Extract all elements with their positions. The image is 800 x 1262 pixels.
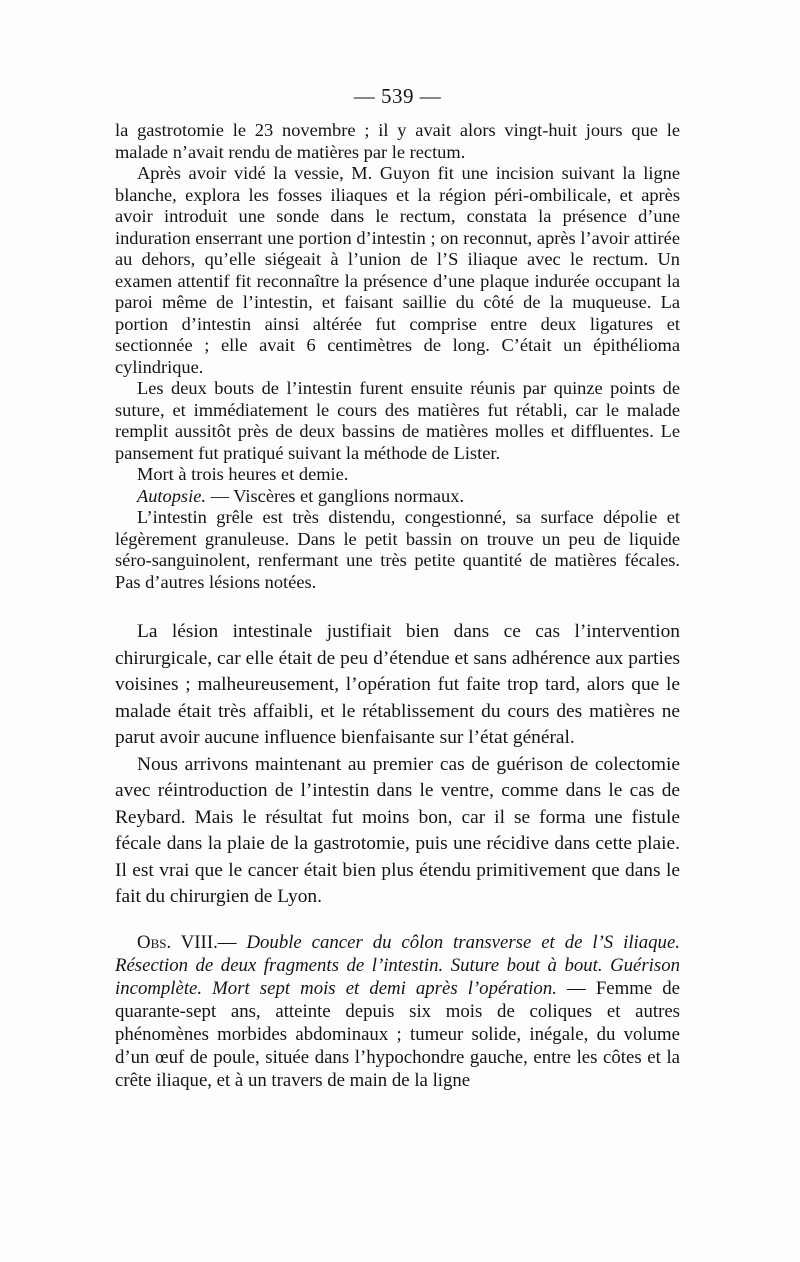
paragraph-suture: Les deux bouts de l’intestin furent ensuite réunis par quinze points de suture, et immédiatement le cours des matières fut rétabli, car le malade remplit aussitôt près de deux bassins de matières molles et diffluentes. Le pansement fut pratiqué suivant la méthode de Lister. [115, 378, 680, 463]
observation-viii [115, 931, 680, 1092]
page-number: — 539 — [353, 84, 442, 108]
paragraph-observation [115, 931, 680, 1092]
paragraph-autopsy [115, 486, 680, 508]
autopsy-text: — Viscères et ganglions normaux. [205, 485, 464, 506]
section-gap [115, 593, 680, 619]
commentary [115, 619, 680, 911]
paragraph-death: Mort à trois heures et demie. [137, 464, 349, 484]
paragraph-operation: Après avoir vidé la vessie, M. Guyon fit une incision suivant la ligne blanche, explora les fosses iliaques et la région péri-ombilicale, et après avoir introduit une sonde dans le rectum, constata la présence d’une induration enserrant une portion d’intestin ; on reconnut, après l’avoir attirée au dehors, qu’elle siégeait à l’union de l’S iliaque avec le rectum. Un examen attentif fit reconnaître la présence d’une plaque indurée occupant la paroi même de l’intestin, et faisant saillie du côté de la muqueuse. La portion d’intestin ainsi altérée fut comprise entre deux ligatures et sectionnée ; elle avait 6 centimètres de long. C’était un épithélioma cylindrique. [115, 163, 680, 377]
observation-dash: — [217, 931, 247, 953]
page-content [115, 84, 680, 1092]
section-gap [115, 911, 680, 931]
observation-heading: Obs. VIII. [137, 931, 218, 953]
autopsy-label: Autopsie. [137, 485, 206, 506]
observation-text: — Femme de quarante-sept ans, atteinte depuis six mois de coliques et autres phénomènes morbides abdominaux ; tumeur solide, inégale, du volume d’un œuf de poule, située dans l’hypochondre gauche, entre les côtes et la crête iliaque, et à un travers de main de la ligne [115, 977, 680, 1091]
paragraph-lesion-commentary: La lésion intestinale justifiait bien dans ce cas l’intervention chirurgicale, car elle était de peu d’étendue et sans adhérence aux parties voisines ; malheureusement, l’opération fut faite trop tard, alors que le malade était très affaibli, et le rétablissement du cours des matières ne parut avoir aucune influence bienfaisante sur l’état général. [115, 621, 680, 748]
paragraph-colectomy-intro: Nous arrivons maintenant au premier cas de guérison de colectomie avec réintroduction de l’intestin dans le ventre, comme dans le cas de Reybard. Mais le résultat fut moins bon, car il se forma une fistule fécale dans la plaie de la gastrotomie, puis une récidive dans cette plaie. Il est vrai que le cancer était bien plus étendu primitivement que dans le fait du chirurgien de Lyon. [115, 753, 680, 907]
observation-title: Double cancer du côlon transverse et de l’S iliaque. Résection de deux fragments de l’intestin. Suture bout à bout. Guérison incomplète. Mort sept mois et demi après l’opération. [115, 931, 680, 999]
paragraph-findings: L’intestin grêle est très distendu, congestionné, sa surface dépolie et légèrement granuleuse. Dans le petit bassin on trouve un peu de liquide séro-sanguinolent, renfermant une très petite quantité de matières fécales. Pas d’autres lésions notées. [115, 507, 680, 592]
case-report-continued [115, 120, 680, 593]
paragraph-gastrotomy: la gastrotomie le 23 novembre ; il y avait alors vingt-huit jours que le malade n’avait rendu de matières par le rectum. [115, 120, 680, 162]
